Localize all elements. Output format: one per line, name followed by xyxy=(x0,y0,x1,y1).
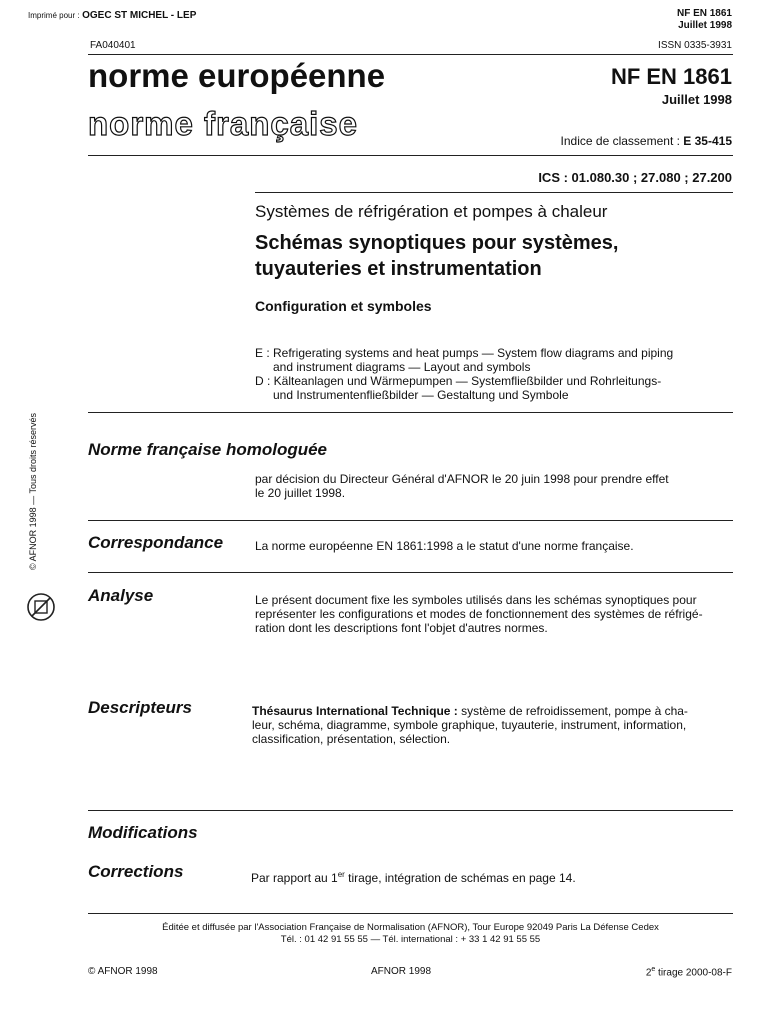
publisher-block xyxy=(88,922,733,946)
doc-code: FA040401 xyxy=(90,40,136,51)
translation-de-line1: D : Kälteanlagen und Wärmepumpen — Systemfließbilder und Rohrleitungs- xyxy=(255,374,662,388)
descripteurs-line2: leur, schéma, diagramme, symbole graphique, tuyauterie, instrument, information, xyxy=(252,718,687,732)
ics-codes: ICS : 01.080.30 ; 27.080 ; 27.200 xyxy=(538,170,732,185)
corrections-sup: er xyxy=(337,870,345,879)
title-norme-francaise: norme française xyxy=(88,105,358,142)
rule-before-analyse xyxy=(88,572,733,573)
doc-main-title-line1: Schémas synoptiques pour systèmes, xyxy=(255,232,619,254)
footer-edition xyxy=(646,966,732,978)
footer-copyright: © AFNOR 1998 xyxy=(88,966,158,977)
header-date: Juillet 1998 xyxy=(678,20,732,31)
corrections-text xyxy=(251,868,576,885)
homologuee-text xyxy=(255,472,735,500)
analyse-line1: Le présent document fixe les symboles utilisés dans les schémas synoptiques pour xyxy=(255,593,697,607)
phone-line: Tél. : 01 42 91 55 55 — Tél. international : + 33 1 42 91 55 55 xyxy=(280,934,541,945)
corrections-title: Corrections xyxy=(88,862,184,881)
header-ref-block xyxy=(677,8,732,32)
analyse-line3: ration dont les descriptions font l'objet d'autres normes. xyxy=(255,621,548,635)
rule-before-correspondance xyxy=(88,520,733,521)
analyse-title: Analyse xyxy=(88,586,154,605)
edition-num: 2 xyxy=(645,967,652,979)
title-date: Juillet 1998 xyxy=(661,92,732,107)
correspondance-text: La norme européenne EN 1861:1998 a le statut d'une norme française. xyxy=(255,539,634,553)
classification-index xyxy=(561,134,732,148)
title-rule xyxy=(88,155,733,156)
translation-en-line1: E : Refrigerating systems and heat pumps — System flow diagrams and piping xyxy=(255,346,674,360)
descripteurs-line3: classification, présentation, sélection. xyxy=(252,732,451,746)
doc-main-title-line2: tuyauteries et instrumentation xyxy=(255,258,542,280)
analyse-line2: représenter les configurations et modes de fonctionnement des systèmes de réfrigé- xyxy=(255,607,703,621)
homologuee-line2: le 20 juillet 1998. xyxy=(255,486,346,500)
publisher-line: Éditée et diffusée par l'Association Française de Normalisation (AFNOR), Tour Europe 92049 Paris La Défense Cedex xyxy=(162,922,659,933)
homologuee-title: Norme française homologuée xyxy=(88,440,328,459)
margin-copyright: © AFNOR 1998 — Tous droits réservés xyxy=(28,412,38,570)
descripteurs-text xyxy=(252,704,734,746)
rule-before-modifications xyxy=(88,810,733,811)
correspondance-title: Correspondance xyxy=(88,533,224,552)
doc-main-title xyxy=(255,230,618,282)
rule-before-footer xyxy=(88,913,733,914)
classification-label: Indice de classement : xyxy=(560,134,680,148)
analyse-text xyxy=(255,593,735,635)
descripteurs-line1 xyxy=(252,704,734,718)
edition-post: tirage 2000-08-F xyxy=(655,967,732,979)
homologuee-line1: par décision du Directeur Général d'AFNOR le 20 juin 1998 pour prendre effet xyxy=(255,472,669,486)
rule-before-homologuee xyxy=(88,412,733,413)
descripteurs-bold: Thésaurus International Technique : xyxy=(252,704,458,718)
descripteurs-title: Descripteurs xyxy=(88,698,192,717)
printed-for-value: OGEC ST MICHEL - LEP xyxy=(82,10,197,21)
title-norme-europeenne: norme européenne xyxy=(88,57,386,94)
corrections-post: tirage, intégration de schémas en page 14. xyxy=(344,871,576,885)
issn: ISSN 0335-3931 xyxy=(658,40,732,51)
corrections-pre: Par rapport au 1 xyxy=(251,871,338,885)
printed-for-label: Imprimé pour : xyxy=(28,11,80,20)
modifications-title: Modifications xyxy=(88,823,198,842)
doc-subtitle: Systèmes de réfrigération et pompes à chaleur xyxy=(255,202,608,221)
classification-value: E 35-415 xyxy=(683,134,732,148)
title-std-ref: NF EN 1861 xyxy=(610,64,732,89)
no-copy-icon xyxy=(26,592,56,622)
ics-rule xyxy=(255,192,733,193)
translation-de-line2: und Instrumentenfließbilder — Gestaltung und Symbole xyxy=(273,388,569,402)
printed-for xyxy=(28,10,196,21)
header-rule xyxy=(88,54,733,55)
translation-en-line2: and instrument diagrams — Layout and symbols xyxy=(273,360,531,374)
translations-block xyxy=(255,346,735,402)
edition-sup: e xyxy=(651,966,656,973)
footer-center: AFNOR 1998 xyxy=(371,966,432,977)
header-std-ref: NF EN 1861 xyxy=(676,8,732,19)
doc-sub-heading: Configuration et symboles xyxy=(255,298,432,314)
descripteurs-line1-rest: système de refroidissement, pompe à cha- xyxy=(457,704,688,718)
